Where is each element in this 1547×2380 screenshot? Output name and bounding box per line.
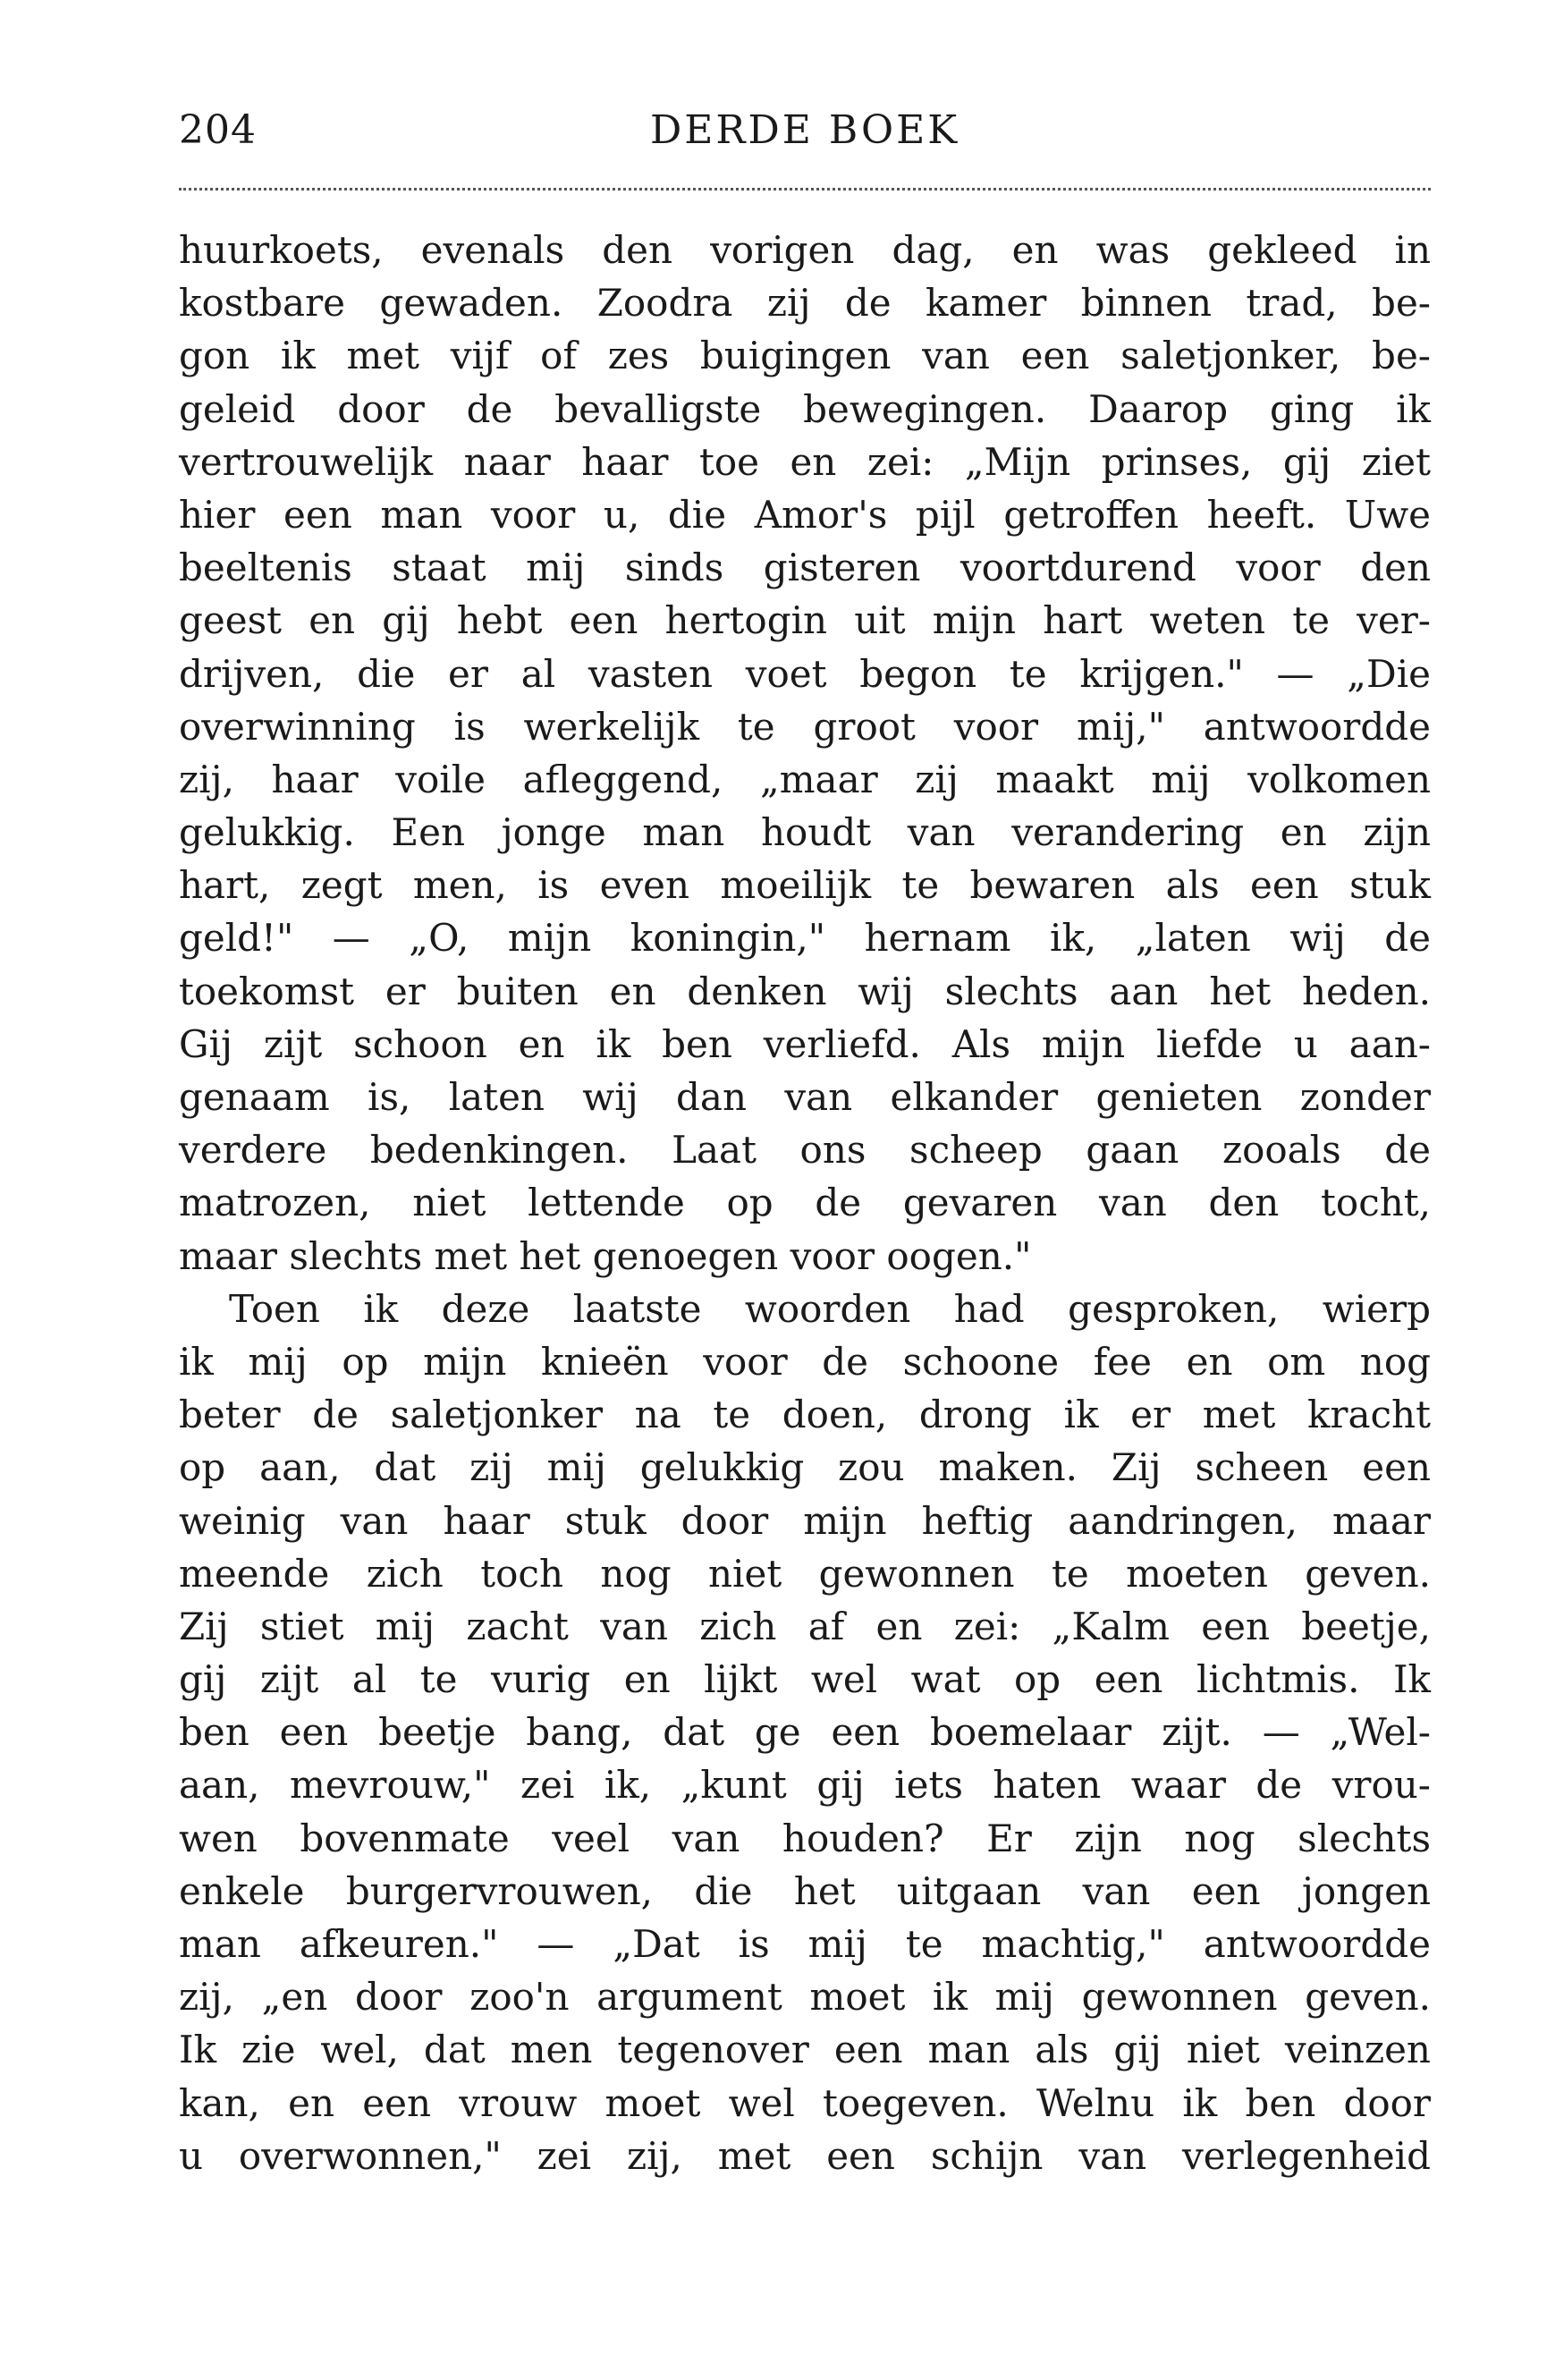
text-line: gon ik met vijf of zes buigingen van een saletjonker, be- bbox=[179, 334, 1431, 378]
text-line: geleid door de bevalligste bewegingen. Daarop ging ik bbox=[179, 386, 1431, 431]
text-line: genaam is, laten wij dan van elkander genieten zonder bbox=[179, 1075, 1431, 1119]
text-line: verdere bedenkingen. Laat ons scheep gaan zooals de bbox=[179, 1128, 1431, 1173]
body-text bbox=[179, 224, 1431, 2182]
text-line: matrozen, niet lettende op de gevaren van den tocht, bbox=[179, 1181, 1431, 1225]
page-number: 204 bbox=[179, 107, 257, 153]
text-line: zij, haar voile afleggend, „maar zij maakt mij volkomen bbox=[179, 757, 1431, 801]
text-line: u overwonnen," zei zij, met een schijn van verlegenheid bbox=[179, 2133, 1431, 2178]
text-line: geest en gij hebt een hertogin uit mijn hart weten te ver- bbox=[179, 598, 1431, 643]
text-line: op aan, dat zij mij gelukkig zou maken. Zij scheen een bbox=[179, 1445, 1431, 1490]
text-line: man afkeuren." — „Dat is mij te machtig," antwoordde bbox=[179, 1922, 1431, 1966]
text-line: Gij zijt schoon en ik ben verliefd. Als mijn liefde u aan- bbox=[179, 1021, 1431, 1066]
header-divider bbox=[179, 188, 1431, 191]
text-line: wen bovenmate veel van houden? Er zijn nog slechts bbox=[179, 1816, 1431, 1860]
paragraph-end-line: maar slechts met het genoegen voor oogen." bbox=[179, 1233, 1032, 1278]
text-line: gelukkig. Een jonge man houdt van verandering en zijn bbox=[179, 810, 1431, 855]
text-line: aan, mevrouw," zei ik, „kunt gij iets haten waar de vrou- bbox=[179, 1763, 1431, 1808]
text-line: geld!" — „O, mijn koningin," hernam ik, „laten wij de bbox=[179, 916, 1431, 961]
text-line: meende zich toch nog niet gewonnen te moeten geven. bbox=[179, 1551, 1431, 1596]
page-header bbox=[179, 107, 1431, 170]
text-line: hier een man voor u, die Amor's pijl getroffen heeft. Uwe bbox=[179, 492, 1431, 537]
text-line: toekomst er buiten en denken wij slechts aan het heden. bbox=[179, 969, 1431, 1013]
text-line: vertrouwelijk naar haar toe en zei: „Mijn prinses, gij ziet bbox=[179, 439, 1431, 484]
text-line: enkele burgervrouwen, die het uitgaan van een jongen bbox=[179, 1868, 1431, 1913]
text-line: beter de saletjonker na te doen, drong ik er met kracht bbox=[179, 1393, 1431, 1437]
text-line: kostbare gewaden. Zoodra zij de kamer binnen trad, be- bbox=[179, 281, 1431, 326]
text-line: huurkoets, evenals den vorigen dag, en was gekleed in bbox=[179, 228, 1431, 272]
paragraph-start-line: Toen ik deze laatste woorden had gesproken, wierp bbox=[229, 1286, 1431, 1331]
text-line: overwinning is werkelijk te groot voor mij," antwoordde bbox=[179, 704, 1431, 749]
text-line: Ik zie wel, dat men tegenover een man als gij niet veinzen bbox=[179, 2028, 1431, 2072]
running-head: DERDE BOEK bbox=[649, 107, 960, 153]
text-line: Zij stiet mij zacht van zich af en zei: „Kalm een beetje, bbox=[179, 1604, 1431, 1648]
text-line: zij, „en door zoo'n argument moet ik mij gewonnen geven. bbox=[179, 1975, 1431, 2020]
text-line: gij zijt al te vurig en lijkt wel wat op een lichtmis. Ik bbox=[179, 1657, 1431, 1702]
text-line: ben een beetje bang, dat ge een boemelaar zijt. — „Wel- bbox=[179, 1710, 1431, 1755]
text-line: kan, en een vrouw moet wel toegeven. Welnu ik ben door bbox=[179, 2080, 1431, 2125]
text-line: drijven, die er al vasten voet begon te krijgen." — „Die bbox=[179, 651, 1431, 696]
text-line: weinig van haar stuk door mijn heftig aandringen, maar bbox=[179, 1498, 1431, 1543]
text-line: beeltenis staat mij sinds gisteren voortdurend voor den bbox=[179, 546, 1431, 590]
text-line: ik mij op mijn knieën voor de schoone fee en om nog bbox=[179, 1339, 1431, 1384]
text-line: hart, zegt men, is even moeilijk te bewaren als een stuk bbox=[179, 863, 1431, 908]
